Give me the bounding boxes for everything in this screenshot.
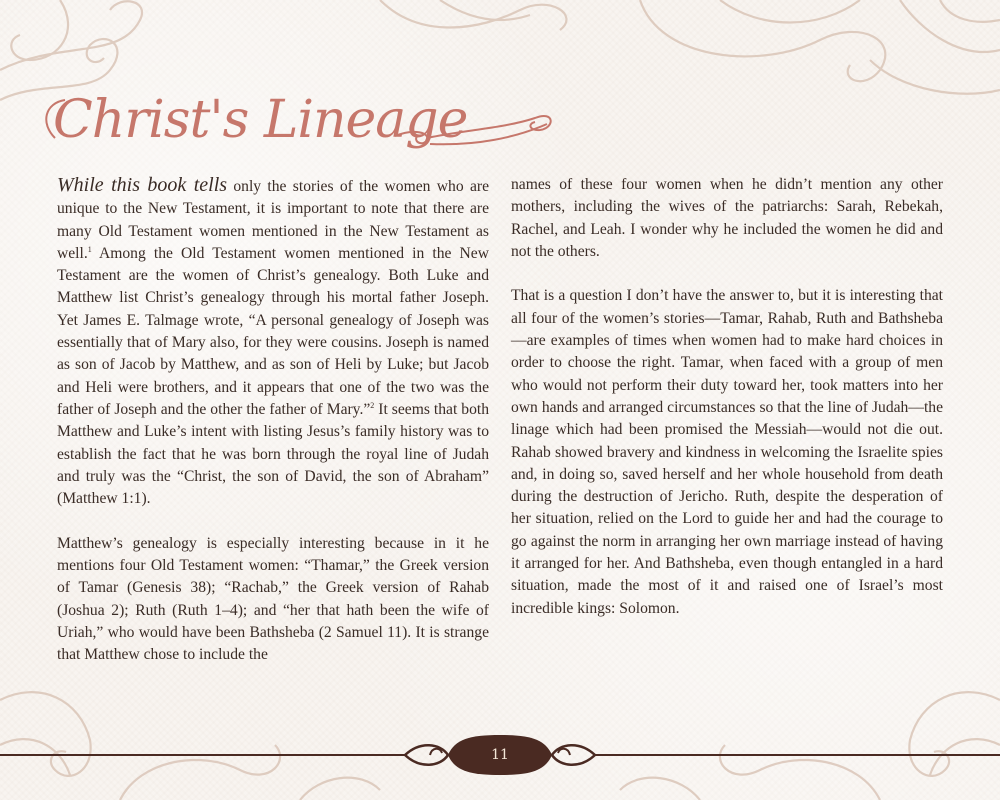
lead-in-text: While this book tells [57,174,228,196]
paragraph-text: only the stories of the women who are unique to the New Testament, it is important to note that there are many Old Testament women mentioned in the New Testament as well. [57,178,489,262]
paragraph-text: It seems that both Matthew and Luke’s intent with listing Jesus’s family history was to establish the fact that he was born through the royal line of Judah and truly was the “Christ, the son of David, the son of Abraham” (Matthew 1:1). [57,400,489,508]
page-number: 11 [491,747,509,763]
left-text-column [57,174,489,689]
left-paragraph-2: Matthew’s genealogy is especially interesting because in it he mentions four Old Testament women: “Thamar,” the Greek version of Tamar (Genesis 38); “Rachab,” the Greek version of Rahab (Joshua 2); Ruth (Ruth 1–4); and “her that hath been the wife of Uriah,” who would have been Bathsheba (2 Samuel 11). It is strange that Matthew chose to include the [57,534,489,664]
footnote-marker: 1 [87,244,92,254]
left-paragraph-1 [57,174,489,510]
right-paragraph-1: names of these four women when he didn’t mention any other mothers, including the wives of the patriarchs: Sarah, Rebekah, Rachel, and Leah. I wonder why he included the women he did and not the others. [511,176,943,260]
paragraph-text: Among the Old Testament women mentioned in the New Testament are the women of Christ’s genealogy. Both Luke and Matthew list Christ’s genealogy through his mortal father Joseph. Yet James E. Talmage wrote, “A personal genealogy of Joseph was essentially that of Mary also, for they were cousins. Joseph is named as son of Jacob by Matthew, and as son of Heli by Luke; but Jacob and Heli were brothers, and it appears that one of the two was the father of Joseph and the other the father of Mary.” [57,244,489,418]
footnote-marker: 2 [370,400,375,410]
right-text-column [511,174,943,642]
page-title-block [35,88,565,168]
page-title: Christ's Lineage [53,90,468,150]
right-paragraph-2: That is a question I don’t have the answer to, but it is interesting that all four of the women’s stories—Tamar, Rahab, Ruth and Bathsheba—are examples of times when women had to make hard choices in order to choose the right. Tamar, when faced with a group of men who would not perform their duty toward her, took matters into her own hands and arranged circumstances so that the line of Judah—the linage which had been promised the Messiah—would not die out. Rahab showed bravery and kindness in welcoming the Israelite spies and, in doing so, saved herself and her whole household from death during the destruction of Jericho. Ruth, despite the desperation of her situation, relied on the Lord to guide her and had the courage to go against the norm in arranging her own marriage instead of having it arranged for her. And Bathsheba, even though entangled in a hard situation, made the most of it and raised one of Israel’s most incredible kings: Solomon. [511,287,943,617]
